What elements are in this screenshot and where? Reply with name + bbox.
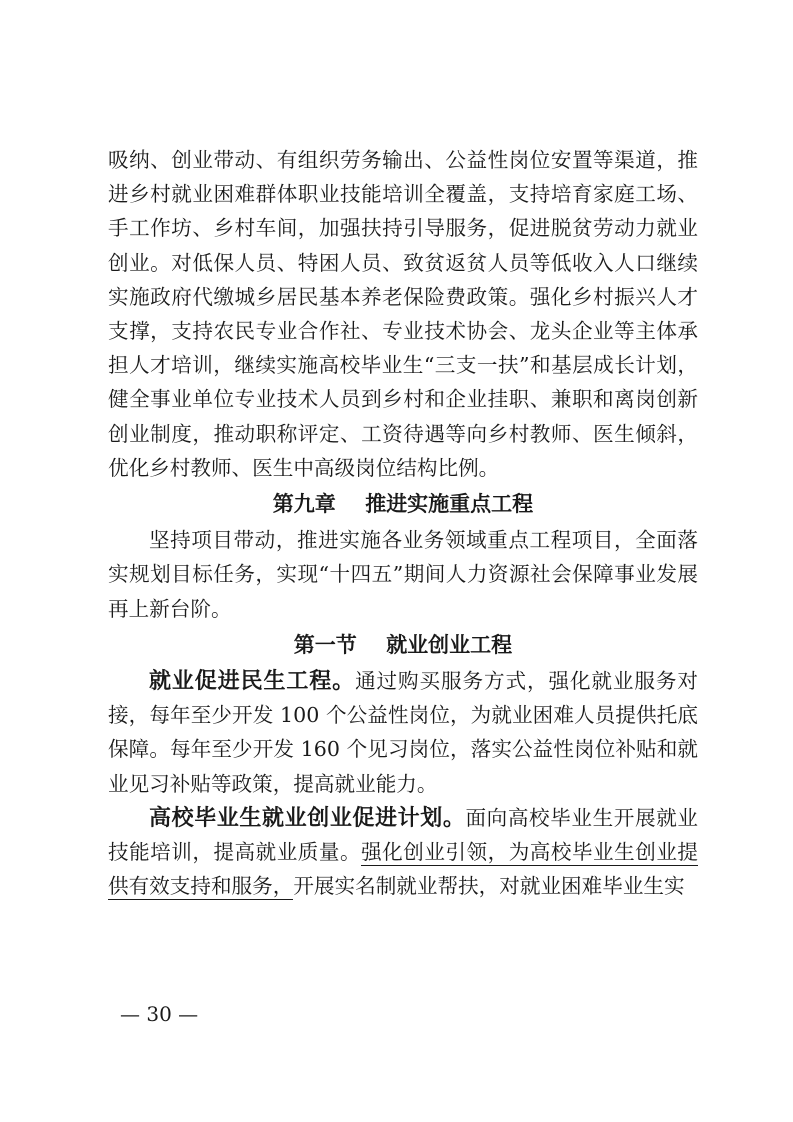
- chapter-title: 推进实施重点工程: [365, 492, 534, 517]
- underlined-text: 强化创业引领，为高校毕业生创业提供有效支持和服务，: [108, 840, 699, 899]
- chapter-heading: [108, 487, 698, 521]
- item-graduate-employment: [108, 801, 698, 904]
- item-body: 通过购买服务方式，强化就业服务对接，每年至少开发 100 个公益性岗位，为就业困难人员提供托底保障。每年至少开发 160 个见习岗位，落实公益性岗位补贴和就业见习补贴等政策，提高就业能力。: [108, 669, 698, 796]
- page-body: [108, 143, 698, 903]
- page-number: — 30 —: [120, 1002, 199, 1026]
- item-body-continued: 开展实名制就业帮扶，对就业困难毕业生实: [293, 874, 685, 899]
- section-heading: [108, 628, 698, 662]
- section-number: 第一节: [293, 631, 357, 657]
- item-body: 面向高校毕业生开展就业技能培训，提高就业质量。: [108, 805, 698, 865]
- item-employment-livelihood: [108, 664, 698, 801]
- item-lead: 就业促进民生工程。: [149, 668, 356, 695]
- chapter-intro: 坚持项目带动，推进实施各业务领域重点工程项目，全面落实规划目标任务，实现“十四五”期间人力资源社会保障事业发展再上新台阶。: [108, 528, 698, 621]
- item-lead: 高校毕业生就业创业促进计划。: [149, 804, 466, 831]
- paragraph-rural-employment: 吸纳、创业带动、有组织劳务输出、公益性岗位安置等渠道，推进乡村就业困难群体职业技能培训全覆盖，支持培育家庭工场、手工作坊、乡村车间，加强扶持引导服务，促进脱贫劳动力就业创业。对低保人员、特困人员、致贫返贫人员等低收入人口继续实施政府代缴城乡居民基本养老保险费政策。强化乡村振兴人才支撑，支持农民专业合作社、专业技术协会、龙头企业等主体承担人才培训，继续实施高校毕业生“三支一扶”和基层成长计划，健全事业单位专业技术人员到乡村和企业挂职、兼职和离岗创新创业制度，推动职称评定、工资待遇等向乡村教师、医生倾斜，优化乡村教师、医生中高级岗位结构比例。: [108, 148, 698, 480]
- section-title: 就业创业工程: [386, 631, 513, 657]
- chapter-number: 第九章: [272, 492, 336, 517]
